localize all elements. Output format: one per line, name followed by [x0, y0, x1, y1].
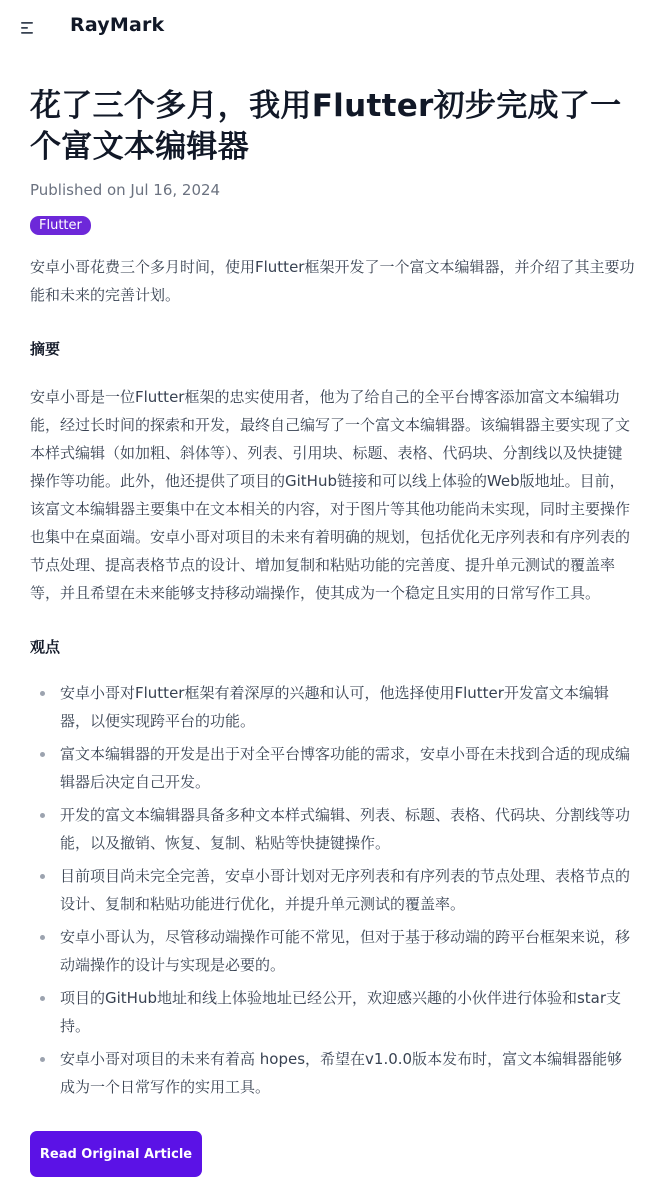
views-heading: 观点	[30, 638, 61, 656]
list-item-text: 开发的富文本编辑器具备多种文本样式编辑、列表、标题、表格、代码块、分割线等功能，以及撤销、恢复、复制、粘贴等快捷键操作。	[60, 806, 631, 852]
views-list	[30, 679, 636, 1101]
article	[30, 86, 636, 1106]
tag-badge[interactable]: Flutter	[30, 216, 91, 235]
list-item	[30, 679, 636, 735]
abstract-heading: 摘要	[30, 340, 61, 358]
abstract-body: 安卓小哥是一位Flutter框架的忠实使用者，他为了给自己的全平台博客添加富文本编辑功能，经过长时间的探索和开发，最终自己编写了一个富文本编辑器。该编辑器主要实现了文本样式编辑（如加粗、斜体等）、列表、引用块、标题、表格、代码块、分割线以及快捷键操作等功能。此外，他还提供了项目的GitHub链接和可以线上体验的Web版地址。目前，该富文本编辑器主要集中在文本相关的内容，对于图片等其他功能尚未实现，同时主要操作也集中在桌面端。安卓小哥对项目的未来有着明确的规划，包括优化无序列表和有序列表的节点处理、提高表格节点的设计、增加复制和粘贴功能的完善度、提升单元测试的覆盖率等，并且希望在未来能够支持移动端操作，使其成为一个稳定且实用的日常写作工具。	[30, 388, 631, 602]
published-date: Published on Jul 16, 2024	[30, 181, 221, 199]
bullet-icon	[40, 996, 45, 1001]
list-item-text: 安卓小哥对Flutter框架有着深厚的兴趣和认可，他选择使用Flutter开发富文本编辑器，以便实现跨平台的功能。	[60, 684, 609, 730]
list-item	[30, 1045, 636, 1101]
read-original-article-button[interactable]: Read Original Article	[30, 1131, 202, 1177]
list-item	[30, 923, 636, 979]
list-item-text: 目前项目尚未完全完善，安卓小哥计划对无序列表和有序列表的节点处理、表格节点的设计、复制和粘贴功能进行优化，并提升单元测试的覆盖率。	[60, 867, 631, 913]
bullet-icon	[40, 752, 45, 757]
list-item	[30, 801, 636, 857]
bullet-icon	[40, 813, 45, 818]
article-summary: 安卓小哥花费三个多月时间，使用Flutter框架开发了一个富文本编辑器，并介绍了其主要功能和未来的完善计划。	[30, 258, 635, 304]
brand-logo-text[interactable]: RayMark	[70, 14, 165, 36]
list-item	[30, 740, 636, 796]
list-item	[30, 862, 636, 918]
bullet-icon	[40, 874, 45, 879]
list-item-text: 项目的GitHub地址和线上体验地址已经公开，欢迎感兴趣的小伙伴进行体验和star支持。	[60, 989, 622, 1035]
article-title: 花了三个多月，我用Flutter初步完成了一个富文本编辑器	[30, 88, 622, 165]
list-item	[30, 984, 636, 1040]
top-bar	[0, 0, 660, 56]
bullet-icon	[40, 935, 45, 940]
list-item-text: 富文本编辑器的开发是出于对全平台博客功能的需求，安卓小哥在未找到合适的现成编辑器后决定自己开发。	[60, 745, 631, 791]
list-item-text: 安卓小哥对项目的未来有着高 hopes，希望在v1.0.0版本发布时，富文本编辑器能够成为一个日常写作的实用工具。	[60, 1050, 623, 1096]
bullet-icon	[40, 691, 45, 696]
list-item-text: 安卓小哥认为，尽管移动端操作可能不常见，但对于基于移动端的跨平台框架来说，移动端操作的设计与实现是必要的。	[60, 928, 631, 974]
bullet-icon	[40, 1057, 45, 1062]
menu-icon[interactable]	[20, 20, 38, 36]
